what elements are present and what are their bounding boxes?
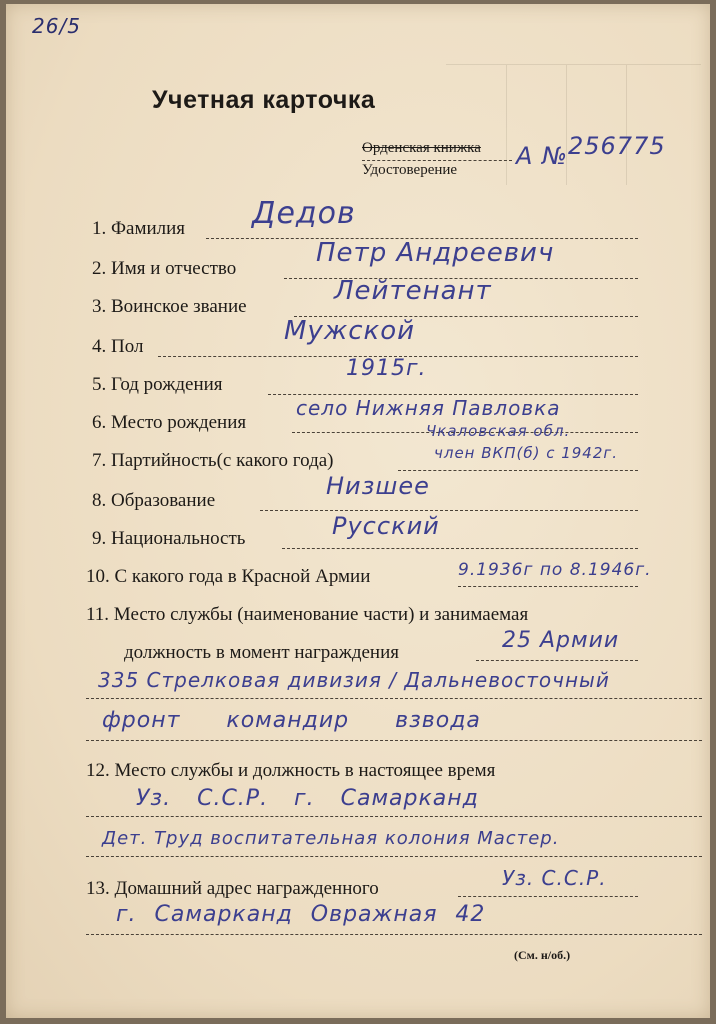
award-record-card (6, 4, 710, 1018)
field-11-label-row (86, 604, 528, 626)
field-9-number: 9. (92, 528, 107, 549)
field-5-label-row (92, 374, 223, 396)
field-5-number: 5. (92, 374, 107, 395)
field-3-number: 3. (92, 296, 107, 317)
field-6-value-line2: Чкаловская обл. (426, 422, 571, 440)
booklet-number: 256775 (568, 132, 666, 160)
field-8-label: Образование (111, 490, 216, 511)
certificate-label: Удостоверение (362, 162, 458, 178)
field-3-value: Лейтенант (334, 276, 492, 306)
field-6-label: Место рождения (111, 412, 247, 433)
field-2-number: 2. (92, 258, 107, 279)
field-13-number: 13. (86, 878, 110, 899)
field-4-number: 4. (92, 336, 107, 357)
page-title: Учетная карточка (152, 86, 376, 114)
field-10-number: 10. (86, 566, 110, 587)
field-11-value-line3: фронт командир взвода (102, 708, 481, 733)
field-9-value: Русский (332, 512, 440, 540)
field-7-label-row (92, 450, 334, 472)
field-5-label: Год рождения (111, 374, 223, 395)
field-2-label-row (92, 258, 236, 280)
field-10-label-row (86, 566, 370, 588)
field-2-label: Имя и отчество (111, 258, 237, 279)
field-12-label: Место службы и должность в настоящее время (114, 760, 496, 781)
field-1-value: Дедов (252, 196, 356, 231)
field-7-number: 7. (92, 450, 107, 471)
booklet-label: Орденская книжка (362, 140, 481, 156)
see-reverse-note: (См. н/об.) (514, 948, 571, 962)
field-4-value: Мужской (284, 316, 416, 346)
field-11-value-line1: 25 Армии (502, 628, 620, 653)
field-1-number: 1. (92, 218, 107, 239)
field-11-number: 11. (86, 604, 110, 625)
field-8-value: Низшее (326, 472, 430, 500)
field-7-label: Партийность(с какого года) (111, 450, 334, 471)
field-9-label-row (92, 528, 245, 550)
field-6-label-row (92, 412, 246, 434)
field-12-value-line1: Уз. С.С.Р. г. Самарканд (136, 786, 479, 811)
field-3-label: Воинское звание (111, 296, 247, 317)
field-12-number: 12. (86, 760, 110, 781)
field-4-label-row (92, 336, 143, 358)
handwritten-corner-note: 26/5 (32, 14, 81, 38)
field-13-label: Домашний адрес награжденного (114, 878, 379, 899)
field-11-label-line1: Место службы (наименование части) и занимаемая (113, 604, 529, 625)
field-13-value-line2: г. Самарканд Овражная 42 (116, 902, 486, 927)
field-1-label: Фамилия (111, 218, 186, 239)
field-6-number: 6. (92, 412, 107, 433)
field-13-label-row (86, 878, 379, 900)
reverse-side-bleedthrough (446, 64, 701, 185)
field-2-value: Петр Андреевич (316, 238, 555, 268)
field-1-label-row (92, 218, 185, 240)
field-10-label: С какого года в Красной Армии (114, 566, 371, 587)
field-4-label: Пол (111, 336, 144, 357)
field-12-value-line2: Дет. Труд воспитательная колония Мастер. (102, 828, 560, 849)
field-13-value-line1: Уз. С.С.Р. (502, 866, 607, 890)
field-11-value-line2: 335 Стрелковая дивизия / Дальневосточный (98, 668, 610, 692)
field-10-value: 9.1936г по 8.1946г. (458, 560, 652, 580)
field-8-label-row (92, 490, 215, 512)
field-8-number: 8. (92, 490, 107, 511)
field-3-label-row (92, 296, 247, 318)
field-6-value: село Нижняя Павловка (296, 396, 561, 420)
field-12-label-row (86, 760, 495, 782)
field-7-value: член ВКП(б) с 1942г. (434, 444, 619, 462)
field-11-label-line2: должность в момент награждения (124, 642, 400, 663)
field-5-value: 1915г. (346, 356, 427, 381)
booklet-series: А № (516, 142, 569, 170)
field-9-label: Национальность (111, 528, 246, 549)
